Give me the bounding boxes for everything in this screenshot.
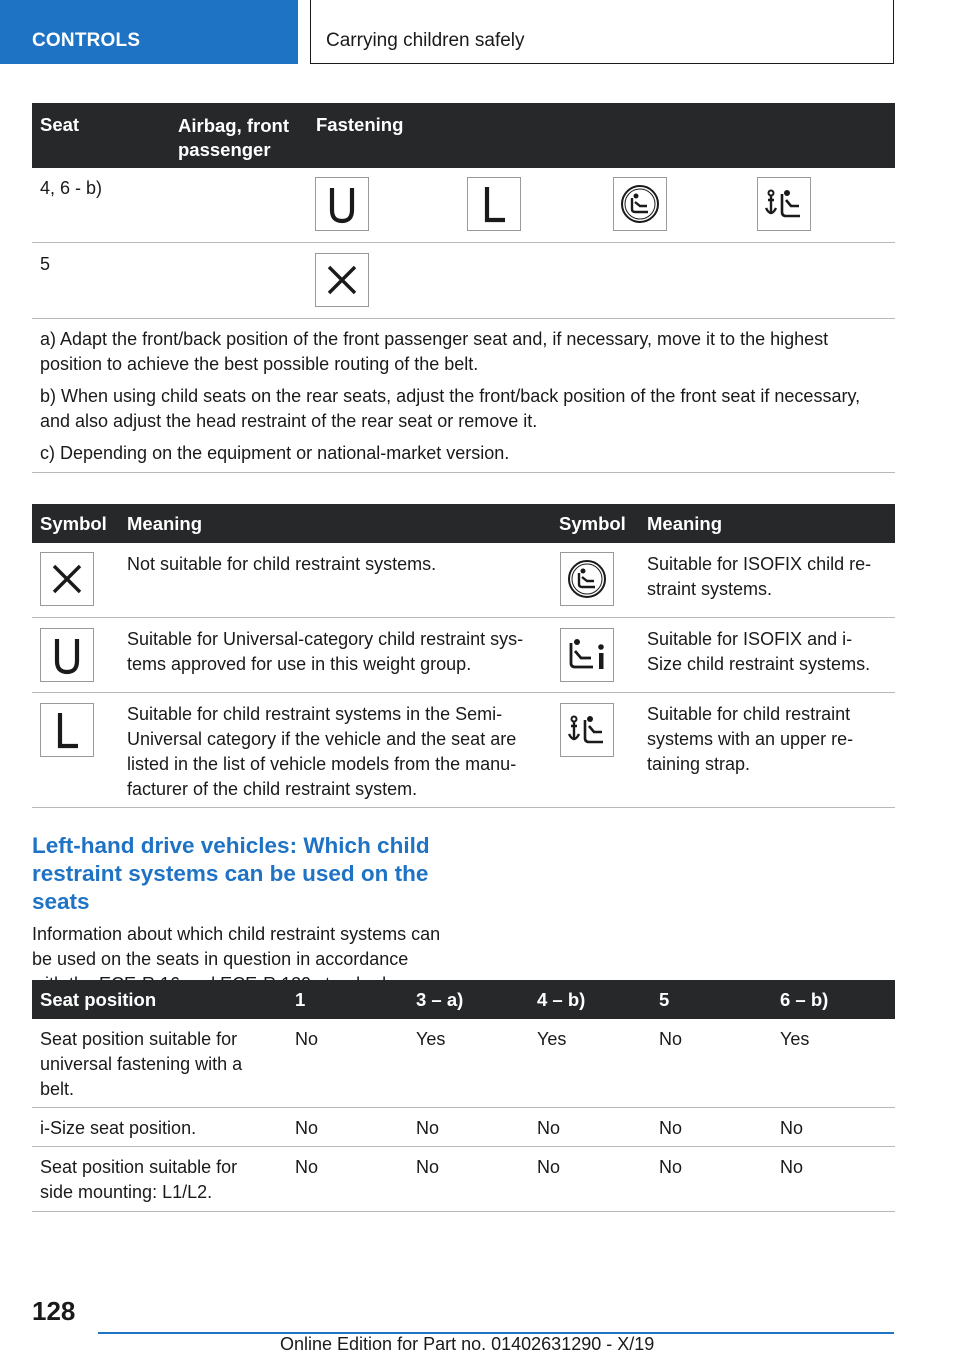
meaning-text: Suitable for ISOFIX and i-Size child restraint systems.: [647, 629, 871, 674]
table-cell: i-Size seat position.: [40, 1118, 197, 1138]
header-col: 5: [659, 989, 670, 1010]
row-divider: [32, 1211, 895, 1212]
meaning-text: Suitable for child restraint systems with an upper retaining strap.: [647, 704, 854, 774]
isofix-icon: [560, 552, 614, 606]
table-cell: No: [659, 1157, 683, 1177]
header-meaning: Meaning: [647, 513, 723, 534]
table-cell: Yes: [416, 1029, 446, 1049]
row-divider: [32, 1146, 895, 1147]
symbol-l-icon: [467, 177, 521, 231]
table-cell: No: [780, 1157, 804, 1177]
table-cell: No: [537, 1118, 561, 1138]
header-airbag: Airbag, front passenger: [178, 115, 289, 160]
section-label: CONTROLS: [32, 30, 141, 51]
seat-row-label: 4, 6 - b): [40, 178, 103, 198]
header-fastening: Fastening: [316, 114, 404, 135]
table-cell: No: [780, 1118, 804, 1138]
table-cell: No: [295, 1157, 319, 1177]
section-tab[interactable]: [0, 0, 298, 64]
header-col: 3 – a): [416, 989, 464, 1010]
header-meaning: Meaning: [127, 513, 203, 534]
isofix-isize-icon: [560, 628, 614, 682]
cross-icon: [40, 552, 94, 606]
header-seat-position: Seat position: [40, 989, 157, 1010]
chapter-title: Carrying children safely: [326, 30, 525, 51]
seat-table-header: [32, 103, 895, 168]
page-number: 128: [32, 1296, 76, 1326]
table-cell: No: [416, 1157, 440, 1177]
top-tether-icon: [560, 703, 614, 757]
isofix-icon: [613, 177, 667, 231]
table-cell: No: [416, 1118, 440, 1138]
row-divider: [32, 692, 895, 693]
meaning-text: Suitable for ISOFIX child restraint systems.: [647, 554, 872, 599]
table-cell: Seat position suitable for side mounting: L1/L2.: [40, 1157, 238, 1202]
symbol-u-icon: [40, 628, 94, 682]
seat-row-label: 5: [40, 254, 51, 274]
symbol-table-header: [32, 504, 895, 543]
table-cell: No: [659, 1118, 683, 1138]
section-body-text: Information about which child restraint systems can be used on the seats in question in accordance: [32, 924, 441, 969]
edition-note: Online Edition for Part no. 01402631290 - X/19: [280, 1334, 655, 1354]
row-divider: [32, 242, 895, 243]
meaning-text: Suitable for child restraint systems in the Semi-Universal category if the vehicle and the seat are listed in the list of vehicle models from the manufacturer of the child restraint system.: [127, 704, 517, 799]
chapter-header: [310, 0, 894, 64]
table-cell: No: [295, 1118, 319, 1138]
row-divider: [32, 318, 895, 319]
table-cell: No: [295, 1029, 319, 1049]
header-col: 6 – b): [780, 989, 829, 1010]
meaning-text: Suitable for Universal-category child restraint systems approved for use in this weight group.: [127, 629, 524, 674]
symbol-l-icon: [40, 703, 94, 757]
meaning-text: Not suitable for child restraint systems.: [127, 554, 437, 574]
footnote-c: c) Depending on the equipment or national-market version.: [40, 443, 510, 463]
row-divider: [32, 472, 895, 473]
row-divider: [32, 1107, 895, 1108]
table-cell: Seat position suitable for universal fastening with a belt.: [40, 1029, 243, 1099]
row-divider: [32, 617, 895, 618]
position-table-header: [32, 980, 895, 1019]
row-divider: [32, 807, 895, 808]
table-cell: Yes: [780, 1029, 810, 1049]
footnote-b: b) When using child seats on the rear seats, adjust the front/back position of the front seat if necessary, and also adjust the head restraint of the rear seat or remove it.: [40, 386, 861, 431]
symbol-u-icon: [315, 177, 369, 231]
cross-icon: [315, 253, 369, 307]
header-col: 4 – b): [537, 989, 586, 1010]
header-symbol: Symbol: [40, 513, 107, 534]
table-cell: No: [659, 1029, 683, 1049]
header-col: 1: [295, 989, 306, 1010]
header-symbol: Symbol: [559, 513, 626, 534]
footnote-a: a) Adapt the front/back position of the front passenger seat and, if necessary, move it to the highest position to achieve the best possible routing of the belt.: [40, 329, 829, 374]
section-heading: Left-hand drive vehicles: Which child restraint systems can be used on the seats: [32, 833, 430, 914]
top-tether-icon: [757, 177, 811, 231]
header-seat: Seat: [40, 114, 80, 135]
table-cell: Yes: [537, 1029, 567, 1049]
table-cell: No: [537, 1157, 561, 1177]
